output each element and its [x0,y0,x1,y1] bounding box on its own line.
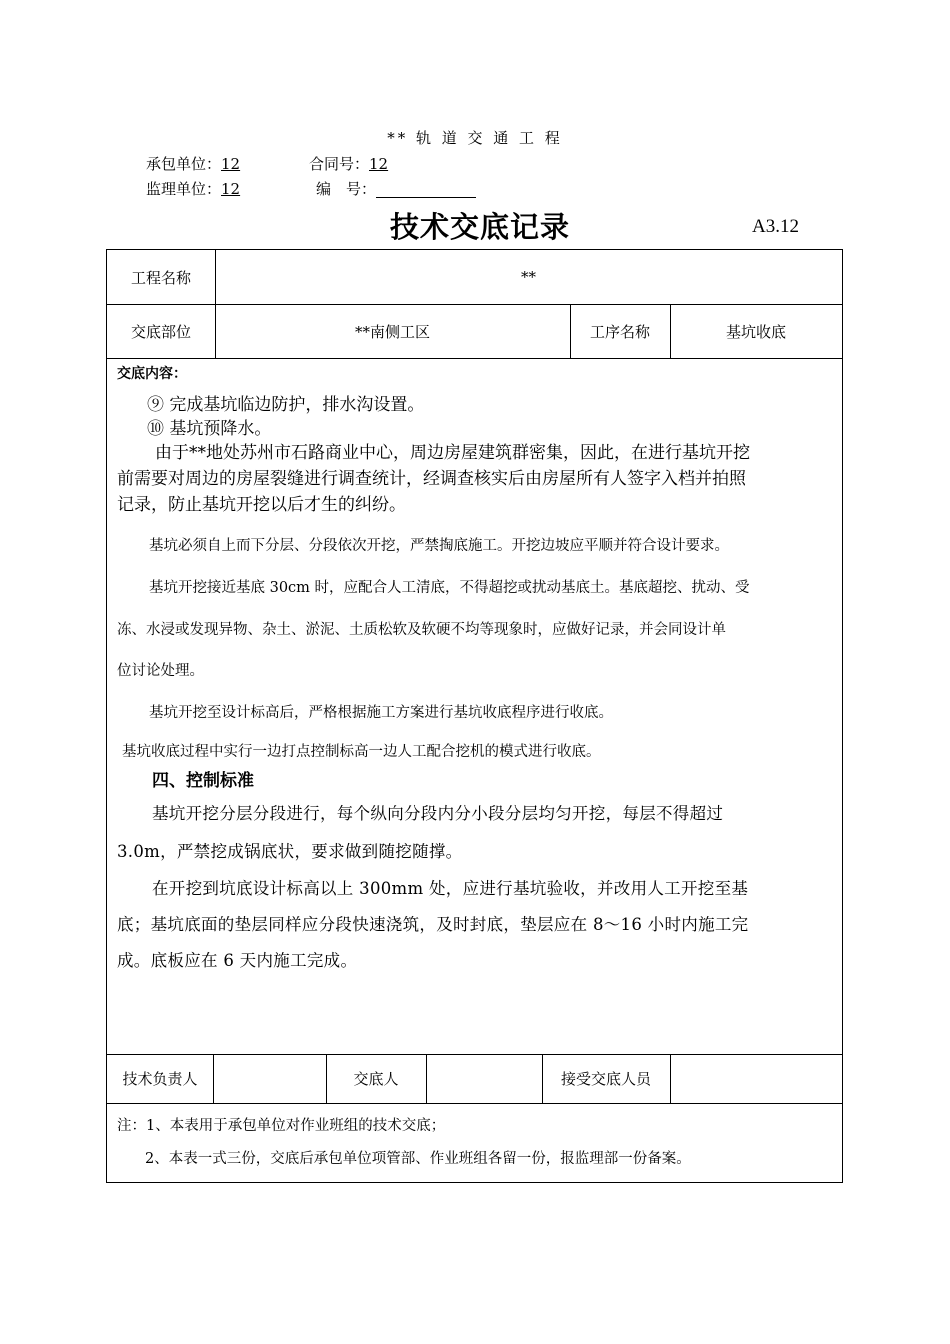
receiver-signature-field[interactable] [670,1054,842,1103]
note-1: 注：1、本表用于承包单位对作业班组的技术交底； [117,1118,446,1134]
para3-line1: 基坑开挖接近基底 30cm 时，应配合人工清底，不得超挖或扰动基底土。基底超挖、扰动、受 [149,580,750,596]
para4: 基坑开挖至设计标高后，严格根据施工方案进行基坑收底程序进行收底。 [149,705,613,721]
contractor-line [146,153,240,174]
row-divider [107,1103,842,1104]
para7-line2: 底；基坑底面的垫层同样应分段快速浇筑，及时封底，垫层应在 8～16 小时内施工完 [117,915,749,934]
number-label: 编 号： [316,180,377,198]
item-9: ⑨ 完成基坑临边防护，排水沟设置。 [147,395,425,415]
tech-lead-label: 技术负责人 [122,1070,198,1088]
discloser-label: 交底人 [353,1070,399,1088]
para3-line3: 位讨论处理。 [117,663,204,679]
disclosure-form-table [106,249,843,1183]
document-title: 技术交底记录 [389,210,570,244]
number-line [316,178,476,199]
contractor-value: 12 [221,155,241,173]
tech-lead-signature-field[interactable] [213,1054,326,1103]
content-label: 交底内容： [117,366,187,382]
contract-no-label: 合同号： [309,155,370,173]
contractor-label: 承包单位： [146,155,222,173]
receiver-label: 接受交底人员 [560,1070,651,1088]
para1-line1: 由于**地处苏州市石路商业中心，周边房屋建筑群密集，因此，在进行基坑开挖 [155,443,750,463]
supervisor-line [146,178,240,199]
project-name-value: ** [521,268,536,286]
para1-line3: 记录，防止基坑开挖以后才生的纠纷。 [117,495,406,515]
row-divider [107,358,842,359]
location-label: 交底部位 [130,322,191,341]
process-value: 基坑收底 [725,322,786,341]
location-value: **南侧工区 [354,322,430,341]
para2: 基坑必须自上而下分层、分段依次开挖，严禁掏底施工。开挖边坡应平顺并符合设计要求。 [149,538,729,554]
number-blank [376,183,476,198]
project-name-label: 工程名称 [130,268,191,287]
contract-no-line [309,153,388,174]
section4-heading: 四、控制标准 [152,771,254,791]
para6-line2: 3.0m，严禁挖成锅底状，要求做到随挖随撑。 [117,842,463,861]
discloser-signature-field[interactable] [426,1054,542,1103]
note-2: 2、本表一式三份，交底后承包单位项管部、作业班组各留一份，报监理部一份备案。 [145,1151,691,1167]
para7-line3: 成。底板应在 6 天内施工完成。 [117,951,358,970]
contract-no-value: 12 [369,155,389,173]
supervisor-value: 12 [221,180,241,198]
para3-line2: 冻、水浸或发现异物、杂土、淤泥、土质松软及软硬不均等现象时，应做好记录，并会同设计单 [117,622,726,638]
para1-line2: 前需要对周边的房屋裂缝进行调查统计，经调查核实后由房屋所有人签字入档并拍照 [117,469,746,489]
para5: 基坑收底过程中实行一边打点控制标高一边人工配合挖机的模式进行收底。 [122,744,601,760]
supervisor-label: 监理单位： [146,180,222,198]
process-label: 工序名称 [589,322,650,341]
project-name: ** 轨 道 交 通 工 程 [387,129,563,147]
para7-line1: 在开挖到坑底设计标高以上 300mm 处，应进行基坑验收，并改用人工开挖至基 [152,879,749,898]
para6-line1: 基坑开挖分层分段进行，每个纵向分段内分小段分层均匀开挖，每层不得超过 [152,804,724,823]
form-code: A3.12 [752,216,799,237]
item-10: ⑩ 基坑预降水。 [147,419,272,439]
